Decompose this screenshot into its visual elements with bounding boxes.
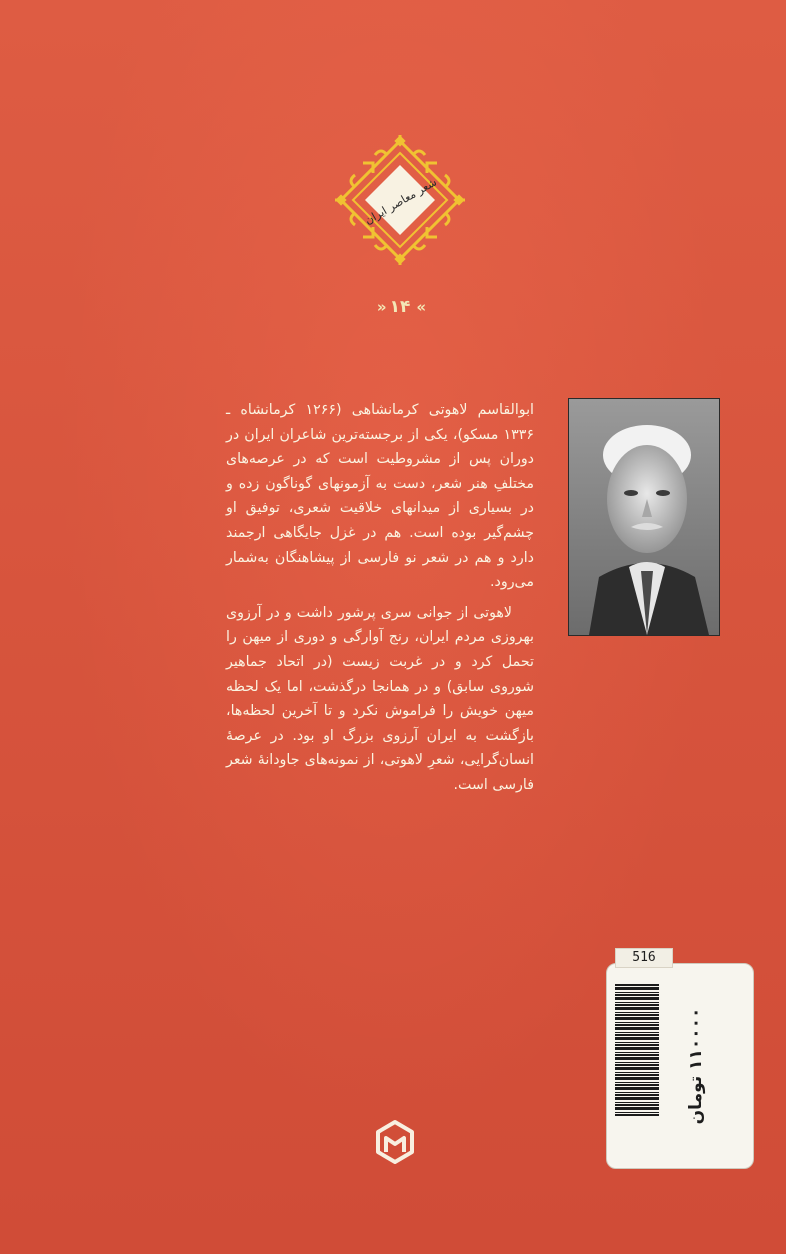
publisher-logo-icon — [374, 1118, 416, 1166]
author-biography — [226, 398, 534, 804]
biography-paragraph: ابوالقاسم لاهوتی کرمانشاهی (۱۲۶۶ کرمانشاه ـ ۱۳۳۶ مسکو)، یکی از برجسته‌ترین شاعران ایران در دوران پس از مشروطیت است که در عرصه‌های مختلفِ هنر شعر، دست به آزمونهای گوناگون زده و در بسیاری از میدانهای خلاقیت شعری، توفیق او چشم‌گیر بوده است. هم در غزل جایگاهی ارجمند دارد و هم در شعر نو فارسی از پیشاهنگان به‌شمار می‌رود. — [226, 402, 534, 591]
barcode-icon — [615, 984, 659, 1116]
series-number — [362, 294, 438, 320]
price-sticker — [606, 950, 754, 1169]
author-portrait-image — [569, 399, 719, 635]
series-emblem-text: شعر معاصر ایران — [362, 175, 440, 228]
series-number-right-mark: » — [376, 298, 384, 316]
series-number-left-mark: « — [416, 298, 424, 316]
series-emblem-icon — [335, 135, 465, 265]
biography-paragraph: لاهوتی از جوانی سری پرشور داشت و در آرزوی بهروزی مردم ایران، رنج آوارگی و دوری از میهن را تحمل کرد و در غربت زیست (در اتحاد جماهیر شوروی سابق) و در همانجا درگذشت، اما یک لحظه میهن خویش را فراموش نکرد و تا آخرین لحظه‌ها، بازگشت به ایران آرزوی بزرگ او بود. در عرصهٔ انسان‌گرایی، شعرِ لاهوتی، از نمونه‌های جاودانهٔ شعر فارسی است. — [226, 604, 534, 793]
price-label: ۱۱۰۰۰۰ تومان — [686, 1007, 706, 1125]
sticker-code: 516 — [615, 948, 673, 968]
series-number-value: ۱۴ — [389, 297, 411, 317]
author-portrait — [568, 398, 720, 636]
